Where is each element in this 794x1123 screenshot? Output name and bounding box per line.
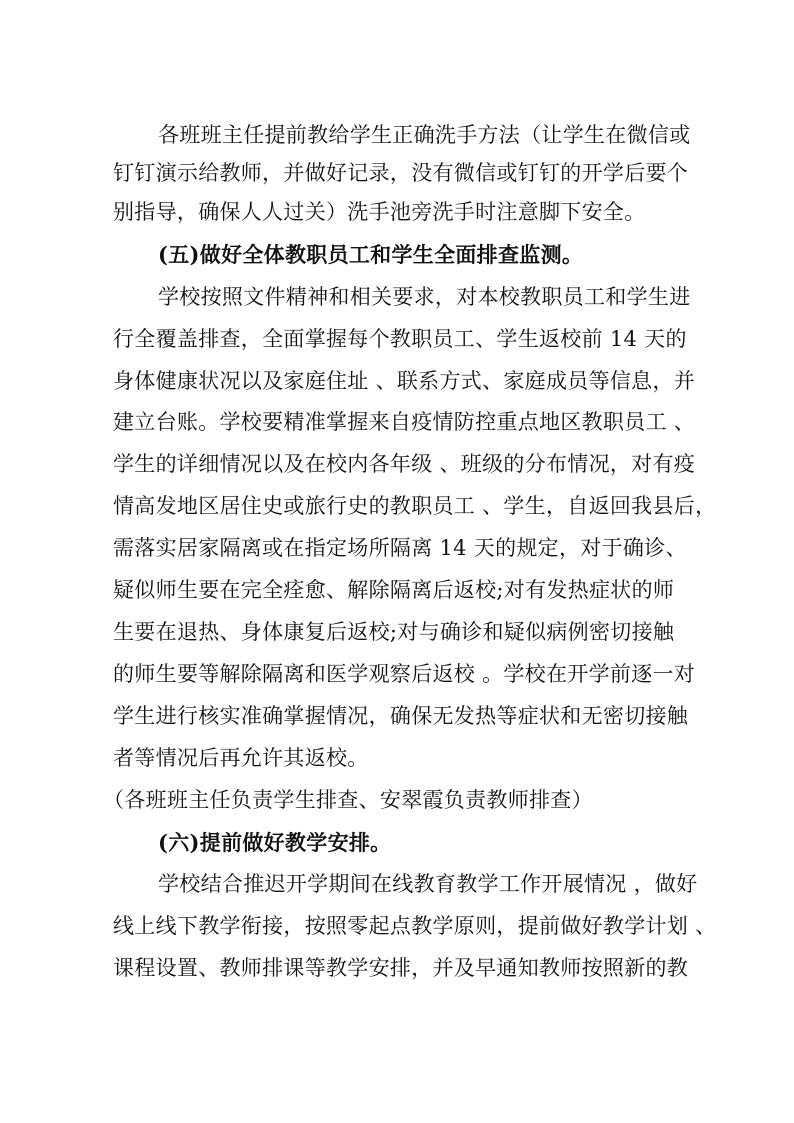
section-heading: (五)做好全体教职员工和学生全面排查监测。 xyxy=(158,242,584,267)
text-line: 的师生要等解除隔离和医学观察后返校 。学校在开学前逐一对 xyxy=(113,662,696,686)
text-line: 疑似师生要在完全痊愈、解除隔离后返校;对有发热症状的师 xyxy=(113,578,675,602)
text-line: 别指导，确保人人过关）洗手池旁洗手时注意脚下安全。 xyxy=(113,200,646,224)
text-line: 建立台账。学校要精准掌握来自疫情防控重点地区教职员工 、 xyxy=(113,410,696,434)
text-line: 各班班主任提前教给学生正确洗手方法（让学生在微信或 xyxy=(158,123,691,147)
text-line: 钉钉演示给教师，并做好记录，没有微信或钉钉的开学后要个 xyxy=(113,161,689,185)
text-line: 学生的详细情况以及在校内各年级 、班级的分布情况，对有疫 xyxy=(113,452,696,476)
text-line: 线上线下教学衔接，按照零起点教学原则，提前做好教学计划 、 xyxy=(113,914,717,938)
text-line: 者等情况后再允许其返校。 xyxy=(113,746,369,770)
text-line: 学校结合推迟开学期间在线教育教学工作开展情况 ，做好 xyxy=(158,872,698,896)
text-line: 学生进行核实准确掌握情况，确保无发热等症状和无密切接触 xyxy=(113,704,689,728)
text-line: 课程设置、教师排课等教学安排，并及早通知教师按照新的教 xyxy=(113,956,689,980)
text-line: 情高发地区居住史或旅行史的教职员工 、学生，自返回我县后， xyxy=(113,494,717,518)
text-line: 行全覆盖排查，全面掌握每个教职员工、学生返校前 14 天的 xyxy=(113,327,687,351)
text-line: 需落实居家隔离或在指定场所隔离 14 天的规定，对于确诊、 xyxy=(113,536,687,560)
text-line: 生要在退热、身体康复后返校;对与确诊和疑似病例密切接触 xyxy=(113,620,675,644)
section-heading: (六)提前做好教学安排。 xyxy=(158,830,392,855)
text-line: （各班班主任负责学生排查、安翠霞负责教师排查） xyxy=(103,788,593,812)
text-line: 学校按照文件精神和相关要求，对本校教职员工和学生进 xyxy=(158,285,691,309)
text-line: 身体健康状况以及家庭住址 、联系方式、家庭成员等信息，并 xyxy=(113,369,696,393)
